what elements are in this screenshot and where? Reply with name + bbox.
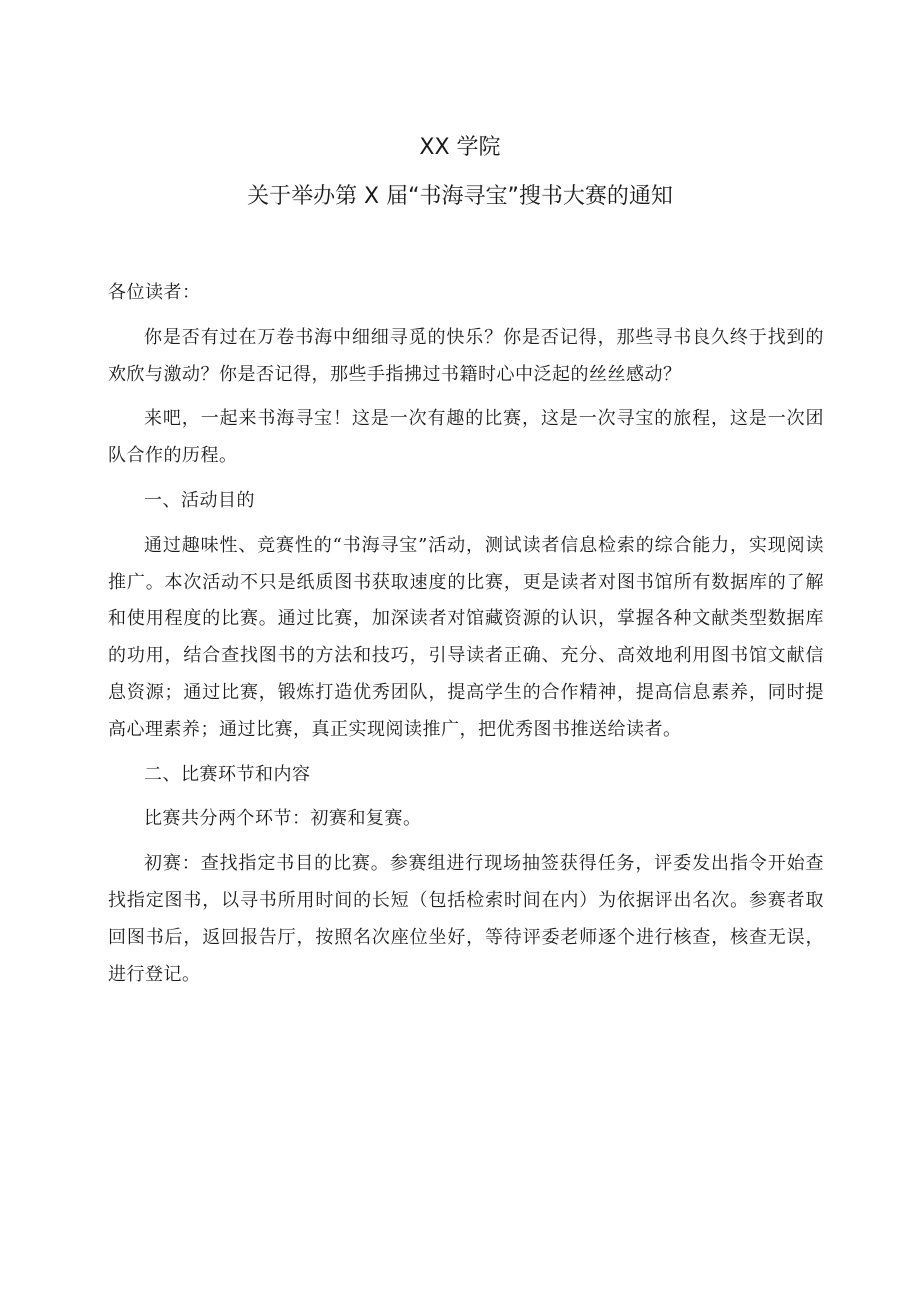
paragraph-intro-questions: 你是否有过在万卷书海中细细寻觅的快乐？你是否记得，那些寻书良久终于找到的欢欣与激动？你是否记得，那些手指拂过书籍时心中泛起的丝丝感动？: [108, 326, 824, 385]
document-title-notice: 关于举办第 X 届“书海寻宝”搜书大赛的通知: [247, 184, 673, 209]
document-title-institution: XX 学院: [419, 135, 501, 160]
paragraph-invitation: 来吧，一起来书海寻宝！这是一次有趣的比赛，这是一次寻宝的旅程，这是一次团队合作的历程。: [108, 408, 824, 467]
section-heading-stages: 二、比赛环节和内容: [144, 763, 311, 785]
section-heading-purpose: 一、活动目的: [144, 489, 255, 511]
salutation: 各位读者：: [108, 282, 201, 303]
document-body: [108, 275, 824, 1001]
paragraph-stages-overview: 比赛共分两个环节：初赛和复赛。: [144, 808, 422, 830]
paragraph-preliminary-round: 初赛：查找指定书目的比赛。参赛组进行现场抽签获得任务，评委发出指令开始查找指定图书，以寻书所用时间的长短（包括检索时间在内）为依据评出名次。参赛者取回图书后，返回报告厅，按照名次座位坐好，等待评委老师逐个进行核查，核查无误，进行登记。: [108, 853, 824, 985]
paragraph-purpose: 通过趣味性、竞赛性的“书海寻宝”活动，测试读者信息检索的综合能力，实现阅读推广。本次活动不只是纸质图书获取速度的比赛，更是读者对图书馆所有数据库的了解和使用程度的比赛。通过比赛，加深读者对馆藏资源的认识，掌握各种文献类型数据库的功用，结合查找图书的方法和技巧，引导读者正确、充分、高效地利用图书馆文献信息资源；通过比赛，锻炼打造优秀团队，提高学生的合作精神，提高信息素养，同时提高心理素养；通过比赛，真正实现阅读推广，把优秀图书推送给读者。: [108, 534, 824, 740]
